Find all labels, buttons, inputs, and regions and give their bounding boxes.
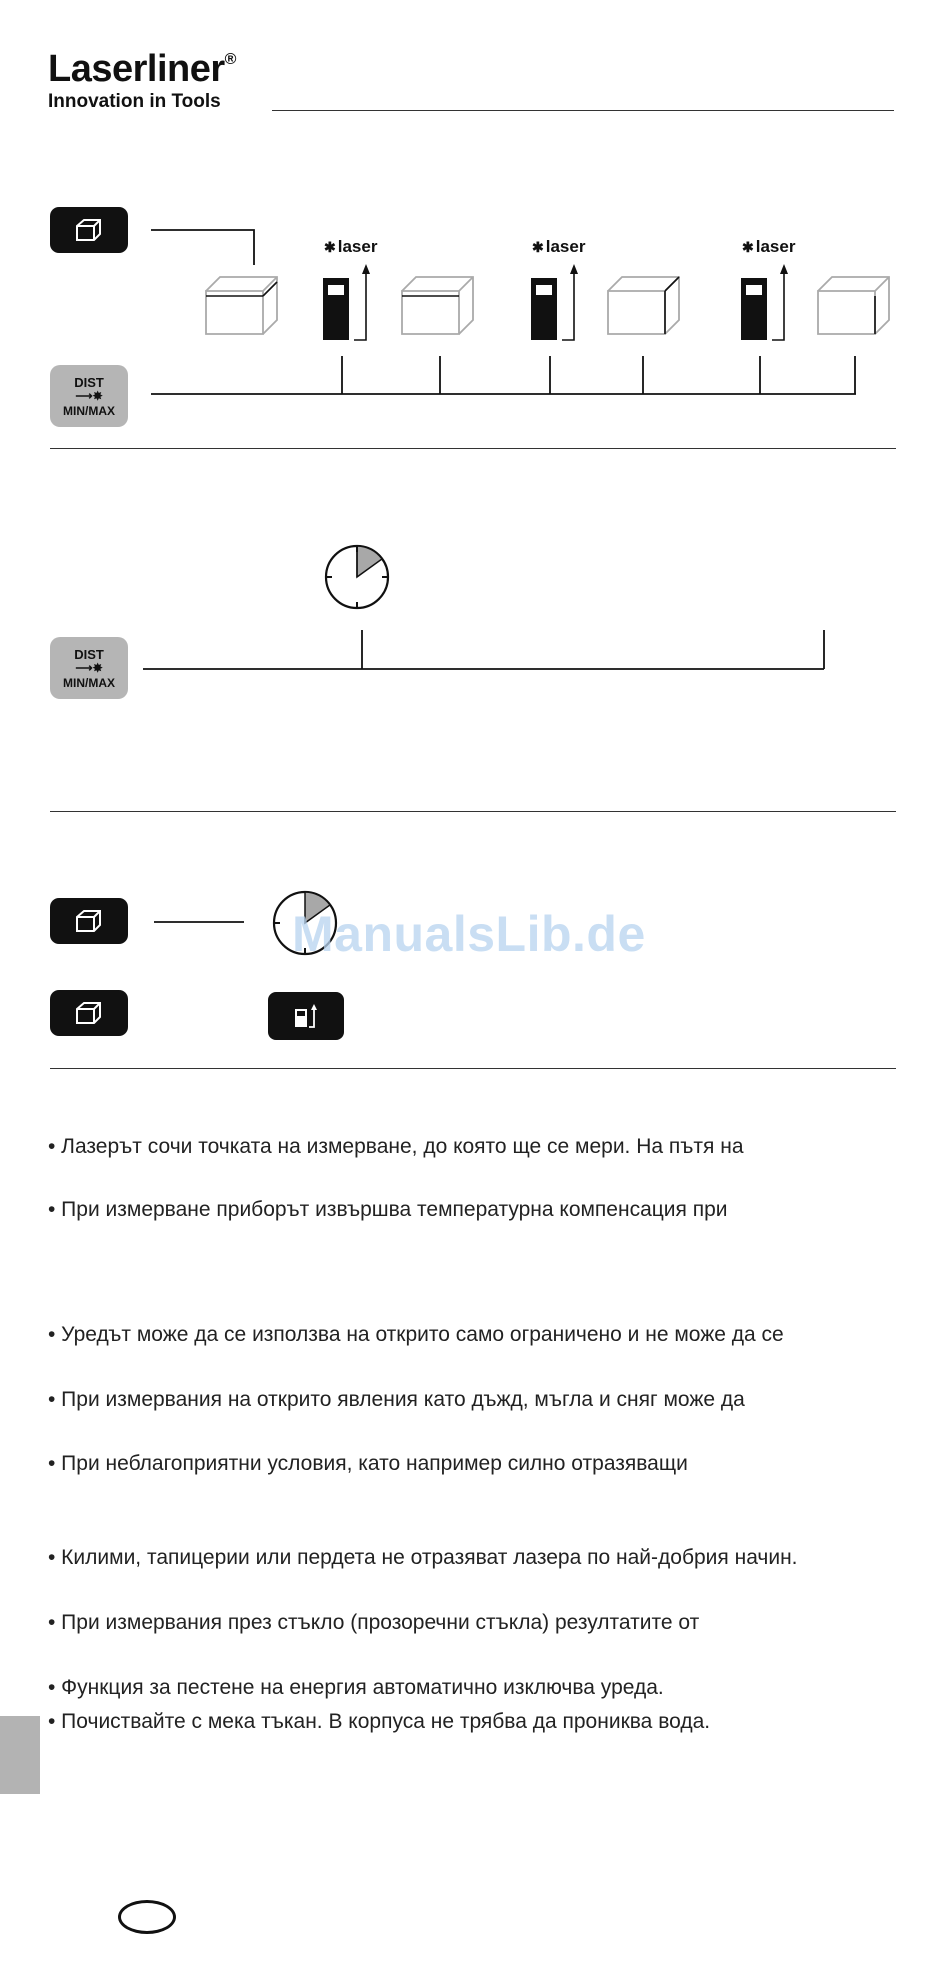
reference-level-button[interactable]: [268, 992, 344, 1040]
measurement-sequence-diagram: [0, 0, 950, 460]
continuous-measurement-diagram: [0, 500, 950, 700]
laser-label-2: ✱ laser: [532, 237, 586, 256]
minmax-label: MIN/MAX: [63, 403, 115, 418]
device-3: [741, 264, 788, 340]
brand-name: Laserliner: [48, 48, 225, 90]
device-1: [323, 264, 370, 340]
bullet-laser-point: • Лазерът сочи точката на измерване, до която ще се мери. На пътя на: [48, 1135, 744, 1158]
device-2: [531, 264, 578, 340]
bullet-weather: • При измервания на открито явления като дъжд, мъгла и сняг може да: [48, 1388, 745, 1411]
section-divider-3: [50, 1068, 896, 1069]
bullet-carpets: • Килими, тапицерии или пердета не отразяват лазера по най-добрия начин.: [48, 1546, 798, 1569]
room-box-2: [402, 277, 473, 334]
bullet-power-saving: • Функция за пестене на енергия автоматично изключва уреда.: [48, 1676, 664, 1699]
section-divider-2: [50, 811, 896, 812]
dist-label: DIST: [74, 374, 104, 390]
room-box-3: [608, 277, 679, 334]
laser-arrow-icon: ⟶✸: [75, 660, 103, 675]
brand-tagline: Innovation in Tools: [48, 91, 221, 112]
bullet-adverse-conditions: • При неблагоприятни условия, като например силно отразяващи: [48, 1452, 688, 1475]
side-tab: [0, 1716, 40, 1794]
bullet-cleaning: • Почиствайте с мека тъкан. В корпуса не трябва да прониква вода.: [48, 1710, 711, 1733]
area-volume-button-2[interactable]: [50, 990, 128, 1036]
volume-icon: [74, 1000, 104, 1026]
minmax-label: MIN/MAX: [63, 675, 115, 690]
laser-label-3: ✱ laser: [742, 237, 796, 256]
laser-label-1: ✱ laser: [324, 237, 378, 256]
timer-icon: [326, 546, 388, 608]
dist-label: DIST: [74, 646, 104, 662]
bullet-temperature: • При измерване приборът извършва температурна компенсация при: [48, 1198, 728, 1221]
bullet-glass: • При измервания през стъкло (прозоречни стъкла) резултатите от: [48, 1611, 700, 1634]
reference-rear-icon: [292, 1003, 320, 1029]
language-oval: [118, 1900, 176, 1934]
watermark: ManualsLib.de: [292, 906, 646, 962]
laser-arrow-icon: ⟶✸: [75, 388, 103, 403]
room-box-4: [818, 277, 889, 334]
registered-mark: ®: [224, 51, 236, 68]
room-box-1: [206, 277, 277, 334]
bullet-outdoor-use: • Уредът може да се използва на открито само ограничено и не може да се: [48, 1323, 784, 1346]
section-divider-1: [50, 448, 896, 449]
